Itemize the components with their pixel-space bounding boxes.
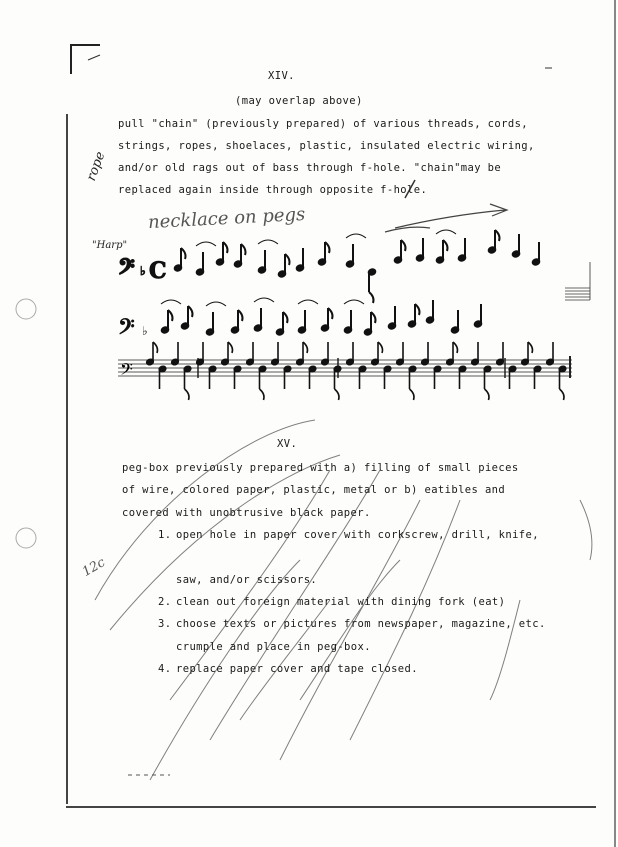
note-slur [161, 300, 181, 304]
note-flag [335, 389, 340, 400]
step-line: crumple and place in peg-box. [176, 641, 371, 653]
step-line: open hole in paper cover with corkscrew, drill, knife, [176, 529, 539, 541]
step-line: choose texts or pictures from newspaper, magazine, etc. [176, 618, 546, 630]
hand-music-notes-2 [161, 298, 482, 336]
section-xv-intro-line: covered with unobtrusive black paper. [122, 507, 371, 519]
bass-clef-1: 𝄢 [118, 255, 135, 285]
note-flag [369, 292, 374, 303]
hand-music-line-1 [118, 255, 167, 285]
top-left-hook [88, 55, 100, 60]
hole-punch-top [16, 299, 36, 319]
section-xv-intro-line: of wire, colored paper, plastic, metal or b) eatibles and [122, 484, 506, 496]
section-xiv-line: strings, ropes, shoelaces, plastic, insulated electric wiring, [118, 140, 535, 152]
note-slur [196, 242, 216, 246]
bass-clef-3: 𝄢 [120, 359, 133, 383]
note-slur [258, 240, 278, 244]
hand-music-notes-1 [174, 230, 540, 303]
note-slur [206, 302, 226, 306]
section-xiv-line: and/or old rags out of bass through f-hole. "chain"may be [118, 162, 502, 174]
section-xiv-subheading: (may overlap above) [235, 95, 363, 107]
note-slur [298, 300, 318, 304]
note-flag [260, 389, 265, 400]
svg-text:C: C [149, 258, 167, 284]
step-number: 1. [158, 529, 172, 541]
section-xiv-line: pull "chain" (previously prepared) of various threads, cords, [118, 118, 529, 130]
note-flag [560, 389, 565, 400]
svg-text:𝄢: 𝄢 [118, 315, 135, 345]
note-slur [254, 298, 274, 302]
handwritten-necklace: necklace on pegs [147, 203, 306, 234]
section-xiv-line: replaced again inside through opposite f-hole. [118, 184, 428, 196]
printed-staff-notes [146, 342, 567, 400]
step-line: clean out foreign material with dining fork (eat) [176, 596, 506, 608]
note-slur [436, 230, 456, 234]
step-line: replace paper cover and tape closed. [176, 663, 418, 675]
hand-arrow [395, 204, 507, 228]
note-slur [344, 300, 364, 304]
hole-punch-bottom [16, 528, 36, 548]
step-number: 2. [158, 596, 172, 608]
hand-arrow-2 [385, 227, 430, 232]
note-slur [346, 234, 366, 238]
step-line: saw, and/or scissors. [176, 574, 318, 586]
section-xv-heading: XV. [277, 438, 298, 450]
section-xv-intro-line: peg-box previously prepared with a) filling of small pieces [122, 462, 519, 474]
note-flag [185, 389, 190, 400]
step-number: 3. [158, 618, 172, 630]
right-margin-fragment [565, 262, 590, 300]
handwritten-margin-note: 12c [79, 555, 108, 580]
hand-music-line-2 [118, 315, 148, 345]
step-number: 4. [158, 663, 172, 675]
note-flag [410, 389, 415, 400]
note-flag [485, 389, 490, 400]
svg-text:♭: ♭ [142, 324, 148, 338]
handwritten-harp: "Harp" [92, 240, 128, 251]
svg-text:♭: ♭ [140, 264, 146, 278]
section-xiv-heading: XIV. [268, 70, 295, 82]
handwritten-rope: rope [84, 149, 109, 184]
